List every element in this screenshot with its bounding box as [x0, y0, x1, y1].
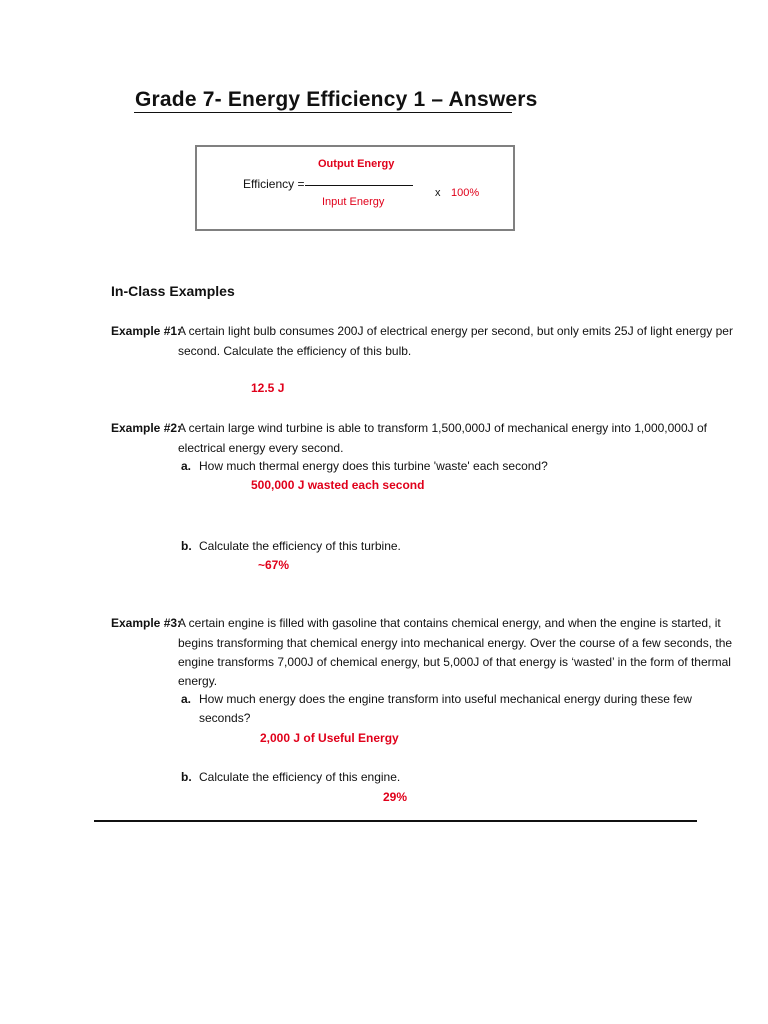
example-2-label: Example #2: — [111, 421, 182, 435]
example-3b-question: Calculate the efficiency of this engine. — [199, 770, 401, 784]
formula-times: x — [435, 187, 441, 199]
example-2a-question: How much thermal energy does this turbine 'waste' each second? — [199, 459, 548, 473]
example-2a-answer: 500,000 J wasted each second — [251, 478, 425, 492]
formula-numerator: Output Energy — [318, 158, 395, 170]
example-2-line-1: A certain large wind turbine is able to transform 1,500,000J of mechanical energy into 1,000,000J of — [178, 421, 707, 435]
example-3a-question-line-1: How much energy does the engine transform into useful mechanical energy during these few — [199, 692, 692, 706]
example-3a-question-line-2: seconds? — [199, 711, 251, 725]
example-1-line-2: second. Calculate the efficiency of this bulb. — [178, 344, 412, 358]
example-3a-marker: a. — [181, 692, 192, 706]
example-1-label: Example #1: — [111, 324, 182, 338]
section-heading: In-Class Examples — [111, 283, 235, 299]
formula-multiplier: 100% — [451, 187, 480, 199]
example-1-answer: 12.5 J — [251, 381, 285, 395]
example-2a-marker: a. — [181, 459, 192, 473]
example-3-line-1: A certain engine is filled with gasoline that contains chemical energy, and when the engine is started, it — [178, 616, 721, 630]
example-3-line-4: energy. — [178, 674, 218, 688]
page-title: Grade 7- Energy Efficiency 1 – Answers — [135, 88, 538, 111]
example-3b-marker: b. — [181, 770, 192, 784]
title-underline — [134, 112, 512, 113]
example-3b-answer: 29% — [383, 790, 408, 804]
formula-denominator: Input Energy — [322, 196, 385, 208]
example-3-label: Example #3: — [111, 616, 182, 630]
fraction-bar — [305, 185, 413, 186]
bottom-rule — [94, 820, 697, 822]
formula-lhs: Efficiency = — [243, 177, 305, 191]
example-3-line-3: engine transforms 7,000J of chemical energy, but 5,000J of that energy is ‘wasted’ in the form of thermal — [178, 655, 731, 669]
example-2b-answer: ~67% — [258, 558, 290, 572]
example-2-line-2: electrical energy every second. — [178, 441, 344, 455]
example-2b-question: Calculate the efficiency of this turbine. — [199, 539, 401, 553]
example-1-line-1: A certain light bulb consumes 200J of electrical energy per second, but only emits 25J of light energy per — [178, 324, 733, 338]
example-3-line-2: begins transforming that chemical energy into mechanical energy. Over the course of a few seconds, the — [178, 636, 733, 650]
example-2b-marker: b. — [181, 539, 192, 553]
example-3a-answer: 2,000 J of Useful Energy — [260, 731, 399, 745]
